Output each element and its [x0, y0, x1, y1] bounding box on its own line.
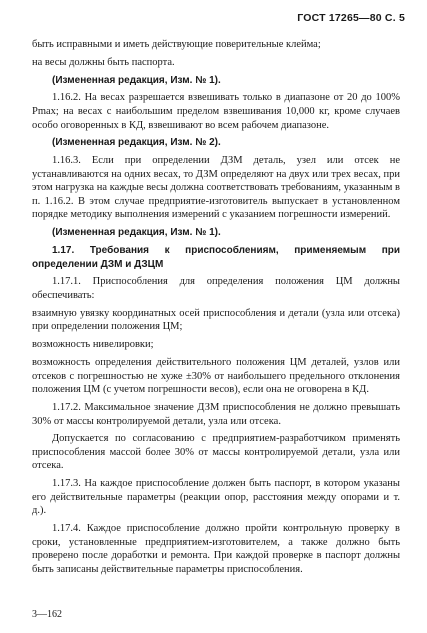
paragraph: 1.16.2. На весах разрешается взвешивать только в диапазоне от 20 до 100% Pmax; на весах с наибольшим пределом взвешивания 10,000 кг, кроме случаев особо оговоренных в КД, взвешивают во всем рабочем диапазоне.: [32, 92, 400, 131]
page-header: ГОСТ 17265—80 С. 5: [297, 12, 405, 24]
paragraph: 1.17.1. Приспособления для определения положения ЦМ должны обеспечивать:: [32, 276, 400, 301]
paragraph: 1.17.4. Каждое приспособление должно пройти контрольную проверку в сроки, установленные предприятием-изготовителем, а также должно быть проверено после доработки и ремонта. При каждой проверке в паспорт должны быть записаны действительные параметры приспособления.: [32, 523, 400, 575]
paragraph: взаимную увязку координатных осей приспособления и детали (узла или отсека) при определении положения ЦМ;: [32, 307, 400, 333]
revision-note: (Измененная редакция, Изм. № 2).: [52, 137, 221, 149]
paragraph: Допускается по согласованию с предприятием-разработчиком применять приспособления массой более 30% от массы контролируемой детали, узла или отсека.: [32, 433, 400, 472]
revision-note: (Измененная редакция, Изм. № 1).: [52, 74, 221, 86]
revision-note: (Измененная редакция, Изм. № 1).: [52, 227, 221, 239]
paragraph: возможность определения действительного положения ЦМ деталей, узлов или отсеков с погрешностью не хуже ±30% от наибольшего предельного отклонения положения ЦМ (с учетом погрешности весов), если она не оговорена в КД.: [32, 356, 400, 396]
paragraph: возможность нивелировки;: [32, 339, 154, 351]
document-body: [32, 38, 400, 581]
section-heading: 1.17. Требования к приспособлениям, применяемым при определении ДЗМ и ДЗЦМ: [32, 245, 400, 270]
paragraph: быть исправными и иметь действующие поверительные клейма;: [32, 39, 321, 50]
paragraph: на весы должны быть паспорта.: [32, 56, 175, 68]
paragraph: 1.17.2. Максимальное значение ДЗМ приспособления не должно превышать 30% от массы контролируемой детали, узла или отсека.: [32, 401, 400, 427]
paragraph: 1.16.3. Если при определении ДЗМ деталь, узел или отсек не устанавливаются на одних весах, то ДЗМ определяют на двух или трех весах, при этом нагрузка на каждые весы должна соответствовать требованиям, указанным в п. 1.16.2. В этом случае предприятие-изготовитель выпускает в установленном порядке методику выполнения измерений с указанием погрешности измерений.: [32, 155, 400, 221]
paragraph: 1.17.3. На каждое приспособление должен быть паспорт, в котором указаны его действительные параметры (реакции опор, расстояния между опорами и т. д.).: [32, 478, 400, 517]
page-footer: 3—162: [32, 609, 62, 620]
